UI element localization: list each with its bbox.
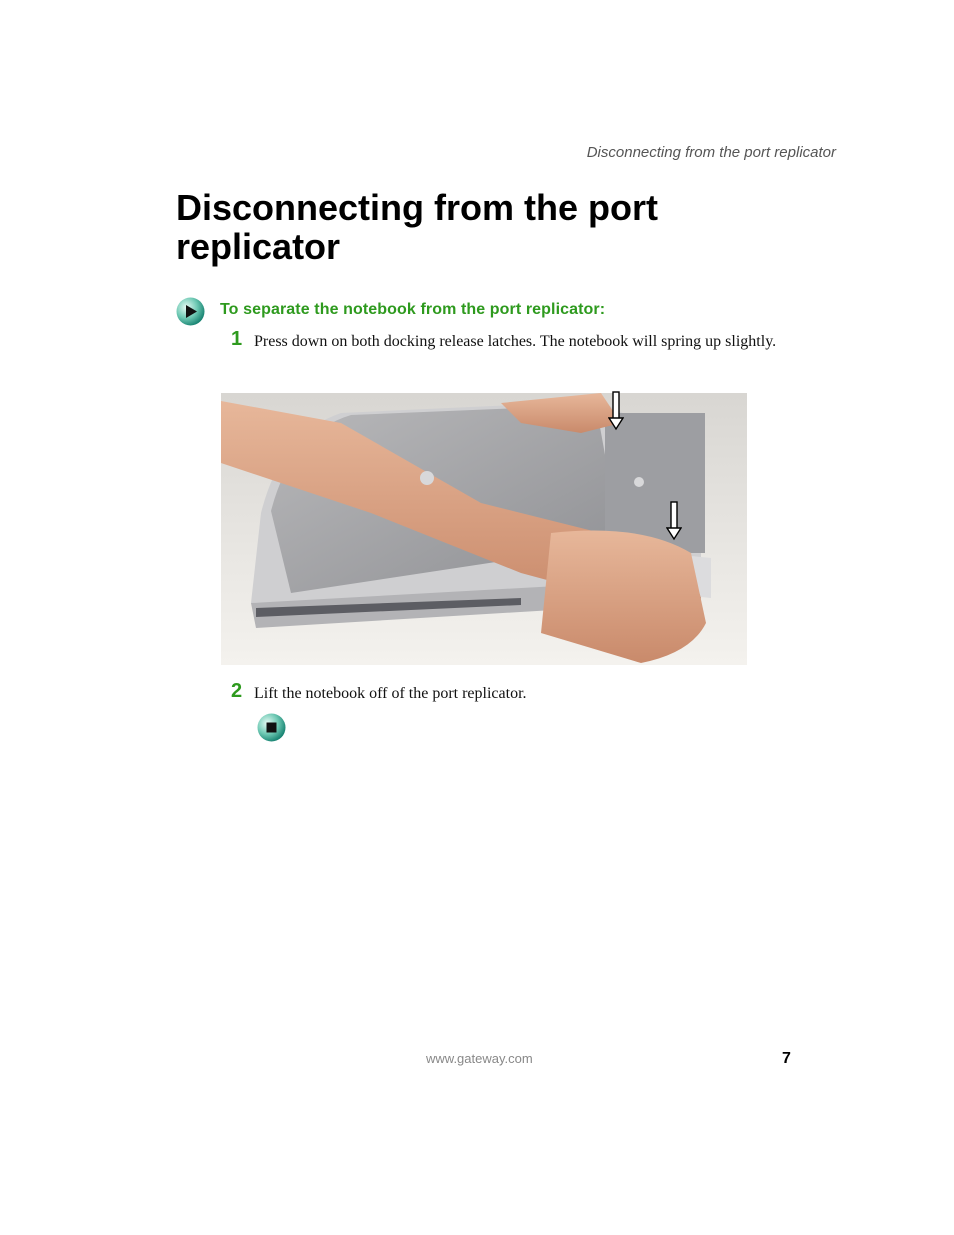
down-arrow-icon [608, 391, 624, 431]
page-number: 7 [782, 1050, 791, 1067]
green-play-arrow-icon [176, 297, 205, 326]
page-title: Disconnecting from the port replicator [176, 187, 659, 267]
stop-square-icon [257, 713, 286, 742]
footer-url: www.gateway.com [426, 1051, 533, 1066]
step-2-text: Lift the notebook off of the port replicator. [254, 685, 527, 702]
running-header: Disconnecting from the port replicator [586, 144, 836, 161]
down-arrow-icon [666, 501, 682, 541]
step-1-number: 1 [231, 328, 243, 350]
step-1-text: Press down on both docking release latches. The notebook will spring up slightly. [254, 333, 777, 350]
procedure-heading: To separate the notebook from the port replicator: [220, 301, 606, 318]
step-2-number: 2 [231, 680, 243, 702]
